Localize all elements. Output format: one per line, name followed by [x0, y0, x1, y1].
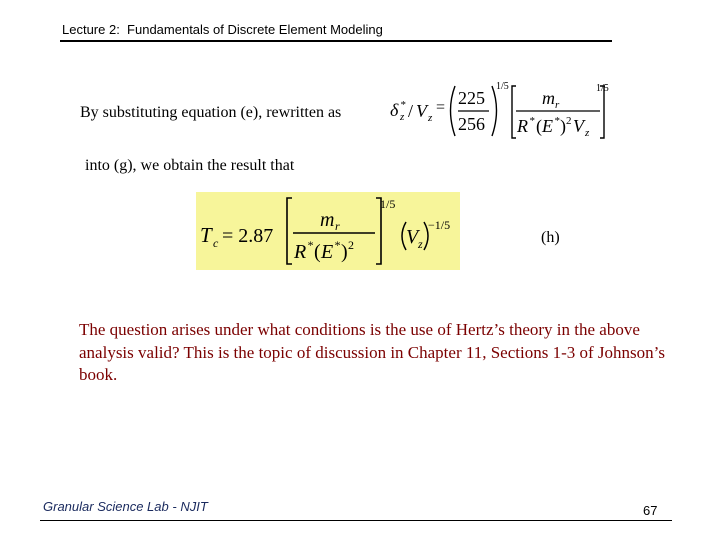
eq-e-left-paren	[451, 86, 456, 136]
eq-e-r-star: *	[529, 115, 535, 127]
eq-h-m: m	[320, 209, 335, 231]
eq-e-close-paren: )	[560, 116, 566, 136]
footer-lab	[43, 499, 208, 514]
eq-h-r-star: *	[307, 238, 313, 252]
equation-e	[388, 80, 618, 144]
eq-e-delta-star: *	[400, 99, 406, 111]
intro-line: By substituting equation (e), rewritten as	[80, 104, 342, 121]
page-number: 67	[643, 503, 658, 518]
eq-h-r: R	[294, 241, 307, 263]
eq-e-left-bracket	[512, 86, 516, 138]
footer-divider	[40, 520, 672, 521]
equation-label: (h)	[541, 229, 560, 246]
eq-e-open-paren: (	[536, 116, 542, 136]
eq-e-equals: =	[436, 99, 446, 116]
equation-h	[196, 192, 460, 270]
eq-h-open-paren: (	[314, 241, 321, 263]
eq-h-t: T	[200, 223, 212, 247]
lecture-label: Lecture 2	[62, 22, 117, 37]
eq-e-vz-sub: z	[585, 127, 590, 139]
eq-e-vz: V	[573, 116, 584, 136]
eq-h-e-star: *	[334, 238, 340, 252]
eq-e-m: m	[542, 88, 555, 108]
footer-separator: -	[168, 499, 181, 514]
eq-e-e: E	[542, 116, 553, 136]
footer-org: NJIT	[180, 499, 208, 514]
eq-e-delta: δ	[390, 100, 399, 120]
slide-header: Lecture 2: Fundamentals of Discrete Element Modeling	[62, 22, 383, 37]
eq-e-num: 225	[458, 88, 485, 108]
eq-h-exp1: 1/5	[380, 197, 396, 211]
eq-h-e: E	[321, 241, 334, 263]
eq-h-close-paren: )	[341, 241, 348, 263]
eq-e-exp1: 1/5	[496, 81, 509, 92]
lecture-title: Fundamentals of Discrete Element Modeling	[127, 22, 383, 37]
eq-e-m-sub: r	[555, 99, 560, 111]
eq-e-v: V	[416, 101, 427, 121]
eq-h-exp2: −1/5	[428, 218, 451, 232]
continuation-line: into (g), we obtain the result that	[85, 157, 295, 174]
eq-e-square: 2	[566, 115, 572, 127]
eq-e-e-star: *	[554, 115, 560, 127]
eq-h-v-sub: z	[418, 237, 423, 251]
eq-e-r: R	[517, 116, 528, 136]
eq-e-v-sub: z	[428, 112, 433, 124]
eq-e-right-paren	[492, 86, 497, 136]
eq-h-square: 2	[348, 238, 354, 252]
eq-e-slash: /	[408, 101, 414, 121]
eq-h-m-sub: r	[335, 219, 340, 233]
eq-e-exp2: 1/5	[596, 83, 609, 94]
header-divider	[60, 40, 612, 42]
eq-e-delta-sub: z	[400, 111, 405, 123]
footer-lab-name: Granular Science Lab	[43, 499, 169, 514]
conclusion-paragraph: The question arises under what conditions is the use of Hertz’s theory in the above analysis valid? This is the topic of discussion in Chapter 11, Sections 1-3 of Johnson’s book.	[79, 320, 665, 384]
eq-e-den: 256	[458, 114, 485, 134]
eq-h-t-sub: c	[213, 236, 219, 250]
eq-h-v: V	[406, 226, 419, 248]
eq-h-equals-const: = 2.87	[222, 225, 274, 247]
